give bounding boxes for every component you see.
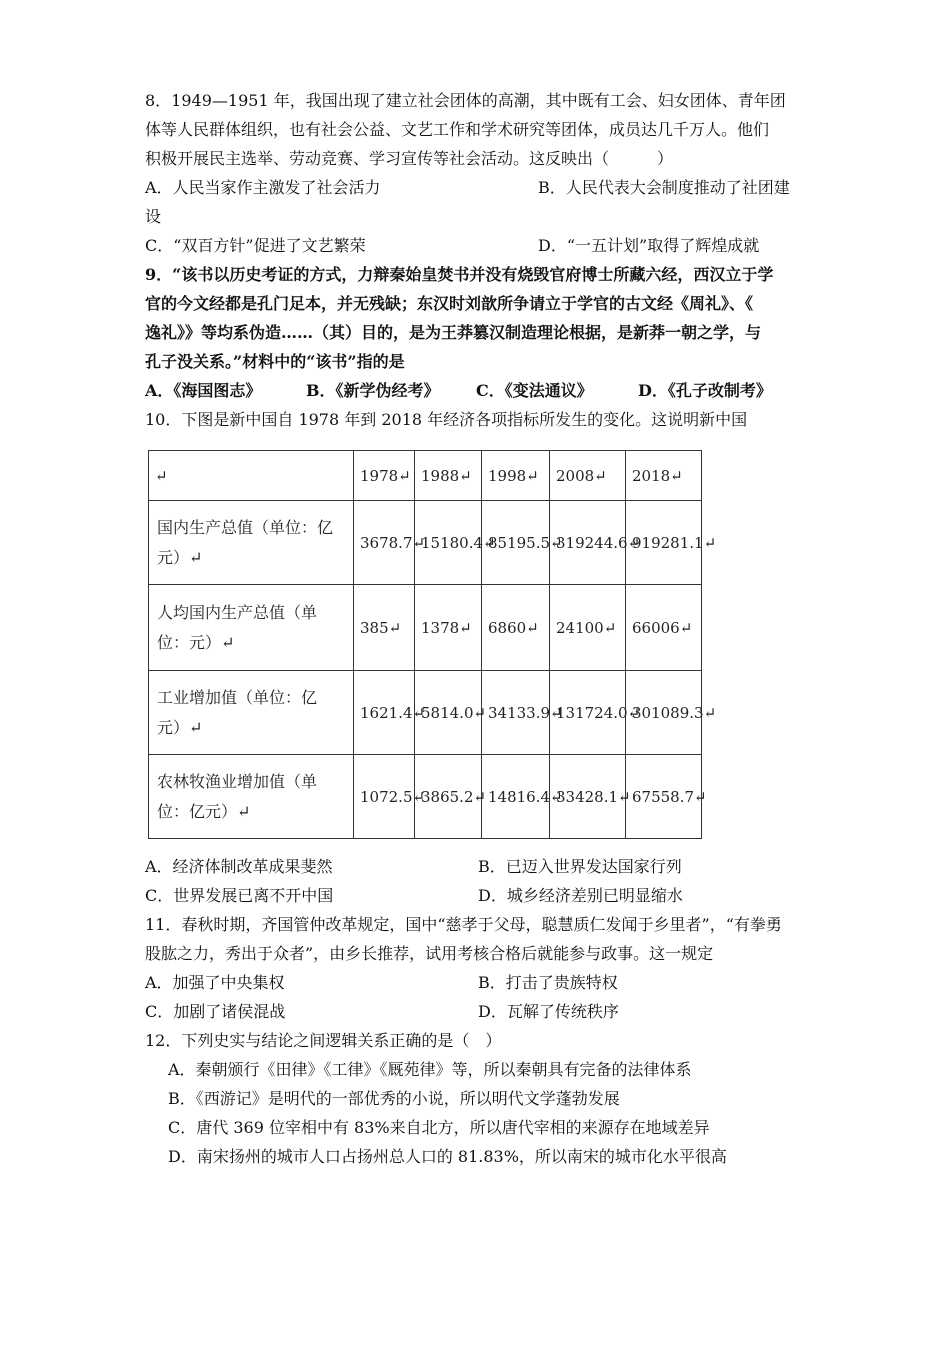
q12-option-c: C．唐代 369 位宰相中有 83%来自北方，所以唐代宰相的来源存在地域差异 — [168, 1118, 710, 1137]
year-cell: 2008↵ — [550, 451, 626, 501]
table-header-row — [149, 451, 702, 501]
value-cell: 131724.0↵ — [550, 671, 626, 755]
value-cell: 919281.1↵ — [626, 501, 702, 585]
q10-option-d: D．城乡经济差别已明显缩水 — [478, 886, 683, 905]
row-label: 工业增加值（单位：亿 元）↵ — [149, 671, 354, 755]
table-row — [149, 501, 702, 585]
table-row — [149, 671, 702, 755]
q10-option-b: B．已迈入世界发达国家行列 — [478, 857, 682, 876]
row-label: 农林牧渔业增加值（单 位：亿元）↵ — [149, 755, 354, 839]
q10-option-c: C．世界发展已离不开中国 — [145, 886, 334, 905]
table-corner-cell: ↵ — [149, 451, 354, 501]
q8-option-b-continued: 设 — [145, 207, 162, 226]
q11-option-a: A．加强了中央集权 — [145, 973, 285, 992]
value-cell: 34133.9↵ — [482, 671, 550, 755]
q11-stem-line1: 11．春秋时期，齐国管仲改革规定，国中“慈孝于父母，聪慧质仁发闻于乡里者”，“有拳勇 — [145, 915, 782, 934]
value-cell: 385↵ — [354, 585, 415, 671]
q11-stem-line2: 股肱之力，秀出于众者”，由乡长推荐，试用考核合格后就能参与政事。这一规定 — [145, 944, 714, 963]
economic-indicators-table — [148, 450, 717, 839]
table-row — [149, 755, 702, 839]
value-cell: 14816.4↵ — [482, 755, 550, 839]
q8-stem-line3: 积极开展民主选举、劳动竞赛、学习宣传等社会活动。这反映出（ ） — [145, 149, 674, 168]
q11-option-d: D．瓦解了传统秩序 — [478, 1002, 619, 1021]
value-cell: 1621.4↵ — [354, 671, 415, 755]
value-cell: 1378↵ — [415, 585, 482, 671]
q10-option-a: A．经济体制改革成果斐然 — [145, 857, 333, 876]
q12-stem: 12．下列史实与结论之间逻辑关系正确的是（ ） — [145, 1031, 502, 1050]
q12-option-b: B．《西游记》是明代的一部优秀的小说，所以明代文学蓬勃发展 — [168, 1089, 620, 1108]
q8-stem-line2: 体等人民群体组织，也有社会公益、文艺工作和学术研究等团体，成员达几千万人。他们 — [145, 120, 770, 139]
q9-option-d: D．《孔子改制考》 — [638, 381, 772, 400]
value-cell: 33428.1↵ — [550, 755, 626, 839]
year-cell: 1978↵ — [354, 451, 415, 501]
q8-stem-line1: 8．1949—1951 年，我国出现了建立社会团体的高潮，其中既有工会、妇女团体、青年团 — [145, 91, 786, 110]
value-cell: 1072.5↵ — [354, 755, 415, 839]
q8-option-c: C．“双百方针”促进了文艺繁荣 — [145, 236, 366, 255]
q12-option-a: A．秦朝颁行《田律》《工律》《厩苑律》等，所以秦朝具有完备的法律体系 — [168, 1060, 692, 1079]
q11-option-c: C．加剧了诸侯混战 — [145, 1002, 286, 1021]
value-cell: 66006↵ — [626, 585, 702, 671]
q12-option-d: D．南宋扬州的城市人口占扬州总人口的 81.83%，所以南宋的城市化水平很高 — [168, 1147, 727, 1166]
q8-option-b: B．人民代表大会制度推动了社团建 — [538, 178, 790, 197]
value-cell: 15180.4↵ — [415, 501, 482, 585]
q11-option-b: B．打击了贵族特权 — [478, 973, 618, 992]
q9-stem-line2: 官的今文经都是孔门足本，并无残缺；东汉时刘歆所争请立于学官的古文经《周礼》、《 — [145, 294, 754, 313]
q9-stem-line1: 9．“该书以历史考证的方式，力辩秦始皇焚书并没有烧毁官府博士所藏六经，西汉立于学 — [145, 265, 774, 284]
q8-option-a: A．人民当家作主激发了社会活力 — [145, 178, 381, 197]
q9-stem-line3: 逸礼》》等均系伪造……（其）目的，是为王莽篡汉制造理论根据，是新莽一朝之学，与 — [145, 323, 762, 342]
table-row — [149, 585, 702, 671]
value-cell: 67558.7↵ — [626, 755, 702, 839]
q9-option-b: B．《新学伪经考》 — [306, 381, 440, 400]
q8-option-d: D．“一五计划”取得了辉煌成就 — [538, 236, 760, 255]
year-cell: 1998↵ — [482, 451, 550, 501]
value-cell: 24100↵ — [550, 585, 626, 671]
value-cell: 6860↵ — [482, 585, 550, 671]
value-cell: 3678.7↵ — [354, 501, 415, 585]
q9-stem-line4: 孔子没关系。”材料中的“该书”指的是 — [145, 352, 405, 371]
value-cell: 85195.5↵ — [482, 501, 550, 585]
value-cell: 319244.6↵ — [550, 501, 626, 585]
row-label: 人均国内生产总值（单 位：元）↵ — [149, 585, 354, 671]
row-label: 国内生产总值（单位：亿 元）↵ — [149, 501, 354, 585]
q9-option-a: A．《海国图志》 — [145, 381, 262, 400]
q9-option-c: C．《变法通议》 — [476, 381, 593, 400]
year-cell: 1988↵ — [415, 451, 482, 501]
year-cell: 2018↵ — [626, 451, 702, 501]
value-cell: 3865.2↵ — [415, 755, 482, 839]
q10-stem: 10．下图是新中国自 1978 年到 2018 年经济各项指标所发生的变化。这说明新中国 — [145, 410, 748, 429]
value-cell: 5814.0↵ — [415, 671, 482, 755]
value-cell: 301089.3↵ — [626, 671, 702, 755]
